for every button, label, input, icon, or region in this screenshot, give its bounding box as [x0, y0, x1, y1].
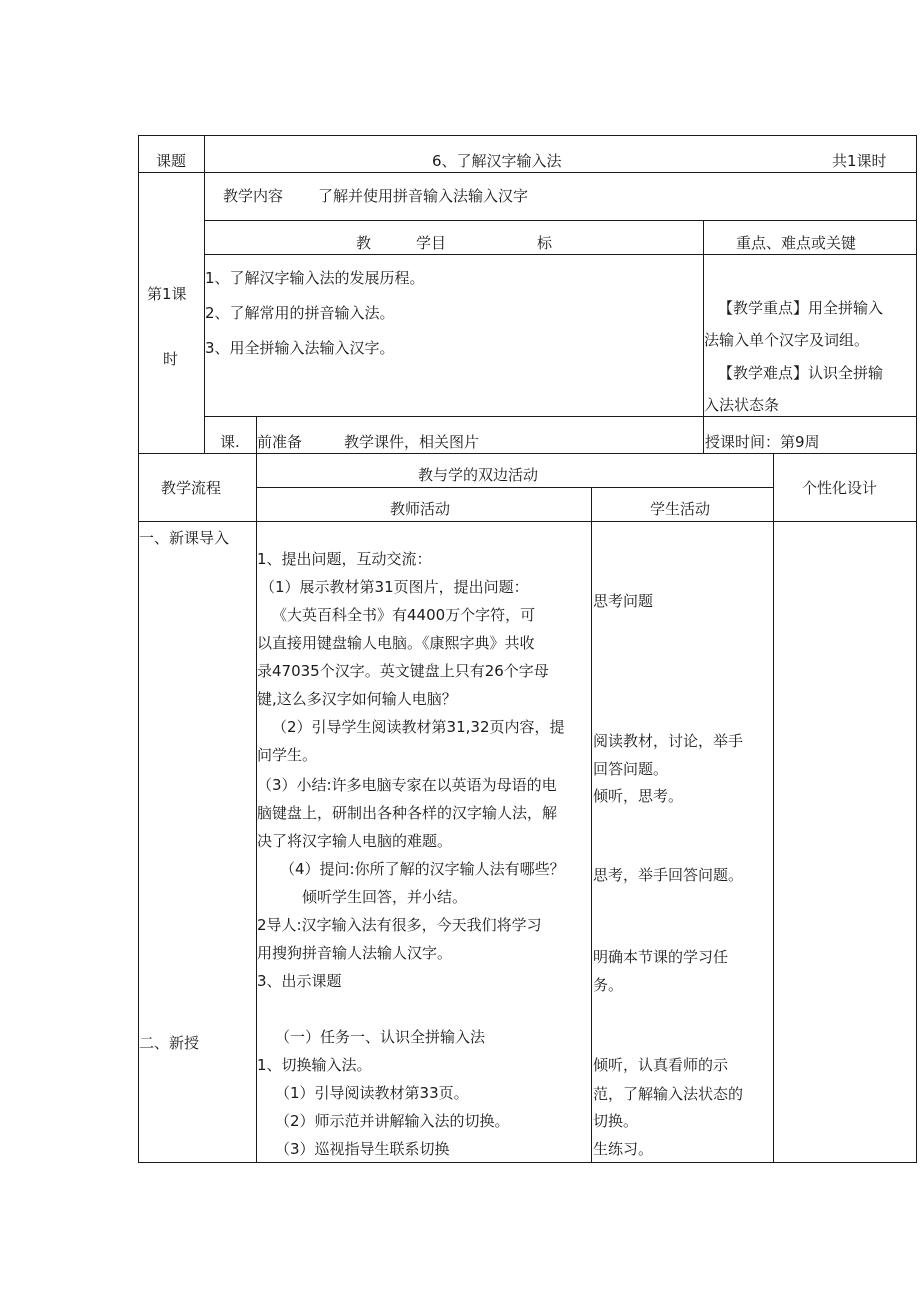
border-personal-col — [773, 453, 774, 1163]
teacher-line: 2导人:汉字输入法有很多，今天我们将学习 — [257, 916, 542, 934]
border-content-bottom — [204, 220, 917, 221]
teacher-line: （2）师示范并讲解输入法的切换。 — [275, 1112, 510, 1130]
teacher-line: 决了将汉字输人电脑的难题。 — [257, 832, 453, 850]
keypoint-line: 【教学难点】认识全拼输 — [718, 364, 884, 382]
border-right — [916, 135, 917, 1163]
student-line: 思考问题 — [593, 592, 654, 610]
teacher-line: 1、切换输入法。 — [257, 1056, 372, 1074]
goal-item: 3、用全拼输入法输入汉字。 — [205, 339, 395, 357]
col-personal-header: 个性化设计 — [802, 479, 878, 497]
content-value: 了解并使用拼音输入法输入汉字 — [318, 187, 529, 205]
topic-title: 6、了解汉字输入法 — [432, 152, 562, 170]
keypoint-line: 【教学重点】用全拼输入 — [718, 299, 884, 317]
col-activity-header: 教与学的双边活动 — [418, 466, 539, 484]
goal-header-3: 标 — [537, 234, 553, 252]
keypoint-line: 入法状态条 — [704, 396, 780, 414]
teacher-line: （一）任务一、认识全拼输入法 — [275, 1028, 486, 1046]
border-top — [138, 135, 917, 136]
teacher-line: 用搜狗拼音输人法输人汉字。 — [257, 944, 453, 962]
goal-item: 1、了解汉字输入法的发展历程。 — [205, 269, 425, 287]
goal-header-1: 教 — [356, 234, 372, 252]
goal-header-2: 学目 — [416, 234, 447, 252]
teacher-line: 1、提出问题，互动交流： — [257, 550, 432, 568]
prep-label-1: 课. — [220, 433, 240, 451]
student-line: 生练习。 — [593, 1140, 654, 1158]
teacher-line: 键,这么多汉字如何输人电脑？ — [257, 690, 457, 708]
col-teacher-header: 教师活动 — [390, 500, 451, 518]
student-line: 范，了解输入法状态的 — [593, 1085, 744, 1103]
border-left — [138, 135, 139, 1163]
teacher-line: （3）小结:许多电脑专家在以英语为母语的电 — [257, 776, 557, 794]
teacher-line: 脑键盘上，研制出各种各样的汉字输人法，解 — [257, 804, 558, 822]
border-goals-bottom — [204, 416, 917, 417]
teacher-line: （1）引导阅读教材第33页。 — [275, 1084, 469, 1102]
border-bottom — [138, 1162, 917, 1163]
border-lesson-bottom — [138, 453, 917, 454]
teacher-line: 3、出示课题 — [257, 972, 342, 990]
goal-item: 2、了解常用的拼音输入法。 — [205, 304, 395, 322]
student-line: 倾听，思考。 — [593, 787, 684, 805]
student-line: 思考，举手回答问题。 — [593, 866, 744, 884]
student-line: 阅读教材，讨论，举手 — [593, 732, 744, 750]
teacher-line: 录47035个汉字。英文键盘上只有26个字母 — [257, 662, 549, 680]
teacher-line: 问学生。 — [257, 746, 318, 764]
teacher-line: 以直接用键盘输人电脑。《康熙字典》共收 — [257, 634, 535, 652]
keypoint-header: 重点、难点或关键 — [736, 234, 857, 252]
teacher-line: （4）提问:你所了解的汉字输人法有哪些？ — [280, 860, 565, 878]
teaching-time: 授课时间：第9周 — [705, 433, 820, 451]
student-line: 回答问题。 — [593, 760, 669, 778]
teacher-line: （1）展示教材第31页图片，提出问题： — [260, 578, 529, 596]
prep-label-2: 前准备 — [257, 433, 303, 451]
border-label-col — [204, 135, 205, 453]
teacher-line: （2）引导学生阅读教材第31,32页内容，提 — [272, 718, 565, 736]
border-header-bottom — [138, 172, 917, 173]
content-label: 教学内容 — [223, 187, 284, 205]
border-goal-header-bottom — [204, 254, 917, 255]
teacher-line: 《大英百科全书》有4400万个字符，可 — [272, 606, 536, 624]
prep-value: 教学课件，相关图片 — [344, 433, 480, 451]
teacher-line: （3）巡视指导生联系切换 — [275, 1140, 450, 1158]
student-line: 明确本节课的学习任 — [593, 948, 729, 966]
stage-label: 二、新授 — [139, 1034, 200, 1052]
col-student-header: 学生活动 — [650, 500, 711, 518]
topic-label: 课题 — [156, 152, 187, 170]
col-flow-header: 教学流程 — [161, 479, 222, 497]
border-flow-header-bottom — [138, 521, 917, 522]
period-label-1: 第1课 — [147, 285, 187, 303]
period-label-2: 时 — [163, 350, 179, 368]
student-line: 务。 — [593, 976, 624, 994]
teacher-line: 倾听学生回答，并小结。 — [302, 888, 468, 906]
border-student-col — [591, 487, 592, 1163]
border-activity-split — [256, 487, 773, 488]
total-periods: 共1课时 — [832, 152, 887, 170]
student-line: 倾听，认真看师的示 — [593, 1056, 729, 1074]
student-line: 切换。 — [593, 1112, 639, 1130]
keypoint-line: 法输入单个汉字及词组。 — [704, 331, 870, 349]
stage-label: 一、新课导入 — [139, 529, 230, 547]
